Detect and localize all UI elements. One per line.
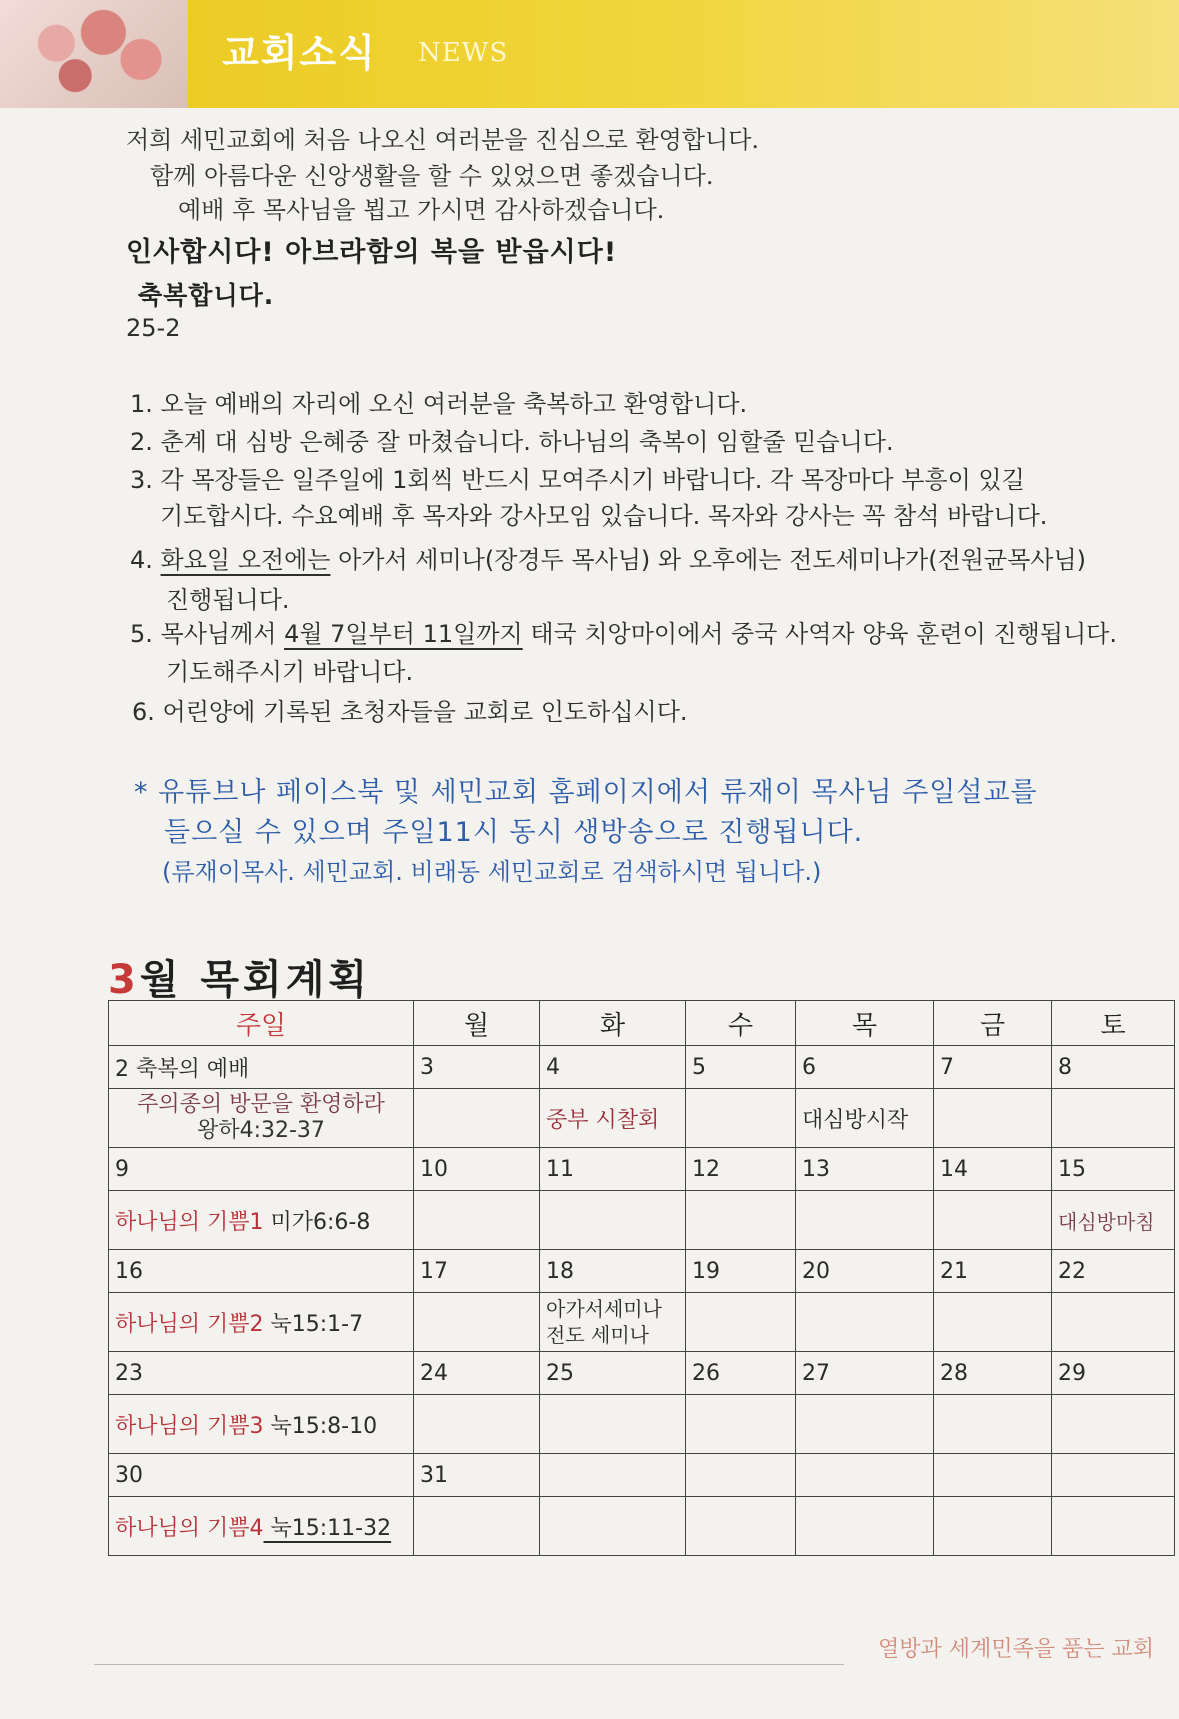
section-subtitle: NEWS	[418, 38, 509, 68]
week-2-dates	[109, 1148, 1175, 1191]
event-cell	[540, 1395, 686, 1454]
event-cell	[934, 1191, 1052, 1250]
date-cell: 27	[796, 1352, 934, 1395]
notice-6: 6. 어린양에 기록된 초청자들을 교회로 인도하십시다.	[132, 698, 688, 726]
sermon-cell	[109, 1395, 414, 1454]
sermon-reference: 눅15:8-10	[263, 1413, 378, 1439]
sermon-reference: 왕하4:32-37	[197, 1118, 325, 1143]
sermon-title: 하나님의 기쁨4	[115, 1515, 264, 1541]
date-cell	[686, 1454, 796, 1497]
week-3-events	[109, 1293, 1175, 1352]
date-cell: 16	[109, 1250, 414, 1293]
notice-4-highlight: 화요일 오전에는	[160, 546, 331, 574]
sermon-title: 주의종의 방문을 환영하라	[137, 1092, 385, 1117]
sermon-title: 하나님의 기쁨1	[115, 1209, 264, 1235]
event-cell	[414, 1497, 540, 1556]
broadcast-line-2: 들으실 수 있으며 주일11시 동시 생방송으로 진행됩니다.	[164, 817, 864, 848]
event-cell	[934, 1395, 1052, 1454]
sermon-title: 하나님의 기쁨3	[115, 1413, 264, 1439]
section-title: 교회소식	[222, 30, 377, 75]
event-cell: 대심방마침	[1052, 1191, 1175, 1250]
week-2-events	[109, 1191, 1175, 1250]
date-cell: 17	[414, 1250, 540, 1293]
bless-text: 축복합니다.	[138, 281, 275, 310]
notice-4	[130, 540, 1086, 575]
event-cell	[540, 1293, 686, 1352]
event-cell	[540, 1191, 686, 1250]
day-header-tue: 화	[540, 1001, 686, 1046]
notice-5-body: 태국 치앙마이에서 중국 사역자 양육 훈련이 진행됩니다.	[522, 620, 1117, 648]
event-cell	[934, 1089, 1052, 1148]
date-cell: 29	[1052, 1352, 1175, 1395]
notice-4-cont: 진행됩니다.	[166, 586, 290, 614]
footer-divider	[94, 1664, 844, 1665]
welcome-line-2: 함께 아름다운 신앙생활을 할 수 있었으면 좋겠습니다.	[150, 162, 714, 190]
date-cell: 2 축복의 예배	[109, 1046, 414, 1089]
welcome-line-1: 저희 세민교회에 처음 나오신 여러분을 진심으로 환영합니다.	[126, 126, 760, 154]
event-cell	[414, 1293, 540, 1352]
event-cell	[1052, 1395, 1175, 1454]
date-cell	[540, 1454, 686, 1497]
greeting: 인사합시다! 아브라함의 복을 받읍시다!	[126, 237, 618, 268]
event-cell	[934, 1497, 1052, 1556]
week-4-events	[109, 1395, 1175, 1454]
date-cell: 7	[934, 1046, 1052, 1089]
bulletin-code: 25-2	[126, 314, 181, 342]
sermon-cell	[109, 1293, 414, 1352]
date-cell: 6	[796, 1046, 934, 1089]
week-5-events	[109, 1497, 1175, 1556]
broadcast-line-3: (류재이목사. 세민교회. 비래동 세민교회로 검색하시면 됩니다.)	[162, 858, 822, 886]
event-cell	[540, 1497, 686, 1556]
date-cell: 4	[540, 1046, 686, 1089]
week-3-dates	[109, 1250, 1175, 1293]
date-cell: 20	[796, 1250, 934, 1293]
date-cell: 15	[1052, 1148, 1175, 1191]
notice-4-num: 4.	[130, 546, 153, 574]
date-cell: 14	[934, 1148, 1052, 1191]
date-cell: 28	[934, 1352, 1052, 1395]
notice-3: 3. 각 목장들은 일주일에 1회씩 반드시 모여주시기 바랍니다. 각 목장마다 부흥이 있길	[130, 466, 1025, 494]
notice-2: 2. 춘계 대 심방 은혜중 잘 마쳤습니다. 하나님의 축복이 임할줄 믿습니다.	[130, 428, 894, 456]
date-cell: 11	[540, 1148, 686, 1191]
date-cell: 25	[540, 1352, 686, 1395]
sermon-cell	[109, 1089, 414, 1148]
event-cell	[686, 1497, 796, 1556]
event-cell	[934, 1293, 1052, 1352]
event-cell	[1052, 1497, 1175, 1556]
notice-4-body: 아가서 세미나(장경두 목사님) 와 오후에는 전도세미나가(전원균목사님)	[330, 546, 1087, 574]
date-cell: 8	[1052, 1046, 1175, 1089]
notice-5-pre: 5. 목사님께서	[130, 620, 285, 648]
date-cell	[1052, 1454, 1175, 1497]
date-cell: 3	[414, 1046, 540, 1089]
notice-3-cont: 기도합시다. 수요예배 후 목자와 강사모임 있습니다. 목자와 강사는 꼭 참석 바랍니다.	[160, 502, 1048, 530]
date-cell	[796, 1454, 934, 1497]
broadcast-line-1: * 유튜브나 페이스북 및 세민교회 홈페이지에서 류재이 목사님 주일설교를	[134, 777, 1038, 808]
event-cell	[414, 1395, 540, 1454]
event-line: 아가서세미나	[546, 1297, 662, 1321]
event-cell	[796, 1395, 934, 1454]
event-cell: 대심방시작	[796, 1089, 934, 1148]
schedule-month-number: 3	[108, 957, 140, 1003]
date-cell: 12	[686, 1148, 796, 1191]
date-cell: 13	[796, 1148, 934, 1191]
date-cell: 26	[686, 1352, 796, 1395]
date-cell: 30	[109, 1454, 414, 1497]
date-cell: 31	[414, 1454, 540, 1497]
sermon-reference: 미가6:6-8	[263, 1209, 371, 1235]
event-cell	[686, 1395, 796, 1454]
flower-photo	[0, 0, 188, 108]
calendar-header-row	[109, 1001, 1175, 1046]
day-header-sun: 주일	[109, 1001, 414, 1046]
notice-5-dates: 4월 7일부터 11일까지	[284, 620, 523, 648]
day-header-fri: 금	[934, 1001, 1052, 1046]
sermon-reference: 눅15:1-7	[263, 1311, 364, 1337]
notice-1: 1. 오늘 예배의 자리에 오신 여러분을 축복하고 환영합니다.	[130, 390, 748, 418]
event-cell	[686, 1089, 796, 1148]
day-header-thu: 목	[796, 1001, 934, 1046]
event-cell	[1052, 1293, 1175, 1352]
welcome-line-3: 예배 후 목사님을 뵙고 가시면 감사하겠습니다.	[178, 196, 665, 224]
header-banner	[0, 0, 1179, 108]
sermon-reference: 눅15:11-32	[263, 1515, 392, 1541]
schedule-title	[108, 948, 371, 1005]
week-1-dates	[109, 1046, 1175, 1089]
day-header-mon: 월	[414, 1001, 540, 1046]
week-5-dates	[109, 1454, 1175, 1497]
event-cell	[1052, 1089, 1175, 1148]
date-cell: 21	[934, 1250, 1052, 1293]
event-cell	[796, 1191, 934, 1250]
event-cell: 중부 시찰회	[540, 1089, 686, 1148]
date-cell: 18	[540, 1250, 686, 1293]
date-cell: 23	[109, 1352, 414, 1395]
event-cell	[686, 1191, 796, 1250]
event-cell	[414, 1089, 540, 1148]
event-cell	[796, 1293, 934, 1352]
week-4-dates	[109, 1352, 1175, 1395]
schedule-title-text: 월 목회계획	[139, 957, 371, 1003]
day-header-sat: 토	[1052, 1001, 1175, 1046]
sermon-cell	[109, 1497, 414, 1556]
sermon-title: 하나님의 기쁨2	[115, 1311, 264, 1337]
event-cell	[796, 1497, 934, 1556]
day-header-wed: 수	[686, 1001, 796, 1046]
schedule-calendar	[108, 1000, 1175, 1556]
notice-5	[130, 614, 1117, 649]
date-cell: 10	[414, 1148, 540, 1191]
footer-slogan: 열방과 세계민족을 품는 교회	[878, 1637, 1155, 1662]
date-cell: 19	[686, 1250, 796, 1293]
date-cell	[934, 1454, 1052, 1497]
event-cell	[686, 1293, 796, 1352]
date-cell: 5	[686, 1046, 796, 1089]
date-cell: 24	[414, 1352, 540, 1395]
event-line: 전도 세미나	[546, 1323, 649, 1347]
notice-5-cont: 기도해주시기 바랍니다.	[166, 658, 414, 686]
date-cell: 22	[1052, 1250, 1175, 1293]
week-1-events	[109, 1089, 1175, 1148]
sermon-cell	[109, 1191, 414, 1250]
event-cell	[414, 1191, 540, 1250]
date-cell: 9	[109, 1148, 414, 1191]
